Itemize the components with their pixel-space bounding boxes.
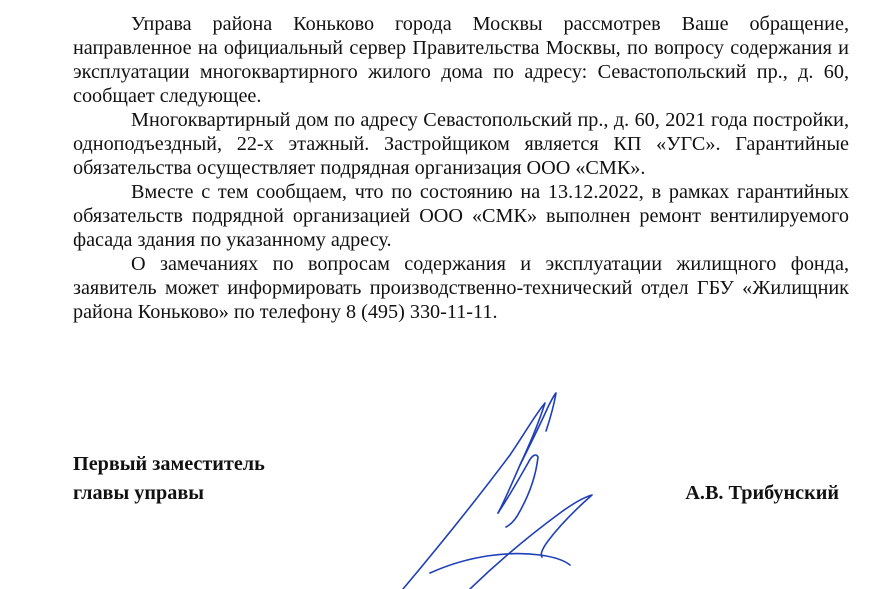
paragraph-contact-info: О замечаниях по вопросам содержания и эксплуатации жилищного фонда, заявитель может информировать производственно-технический отдел ГБУ «Жилищник района Коньково» по телефону 8 (495) 330-11-11. (73, 253, 849, 323)
signature-stroke-flourish (430, 554, 570, 573)
signature-stroke-upper (520, 393, 556, 465)
signature-stroke-tail (470, 495, 592, 589)
signature-stroke-main (403, 403, 545, 589)
signatory-position-line2: главы управы (73, 482, 204, 504)
signatory-position (73, 450, 265, 508)
letter-body (73, 12, 849, 324)
paragraph-building-info: Многоквартирный дом по адресу Севастопольский пр., д. 60, 2021 года постройки, одноподъездный, 22-х этажный. Застройщиком является КП «УГС». Гарантийные обязательства осуществляет подрядная организация ООО «СМК». (73, 109, 849, 179)
signatory-position-line1: Первый заместитель (73, 453, 265, 475)
signatory-name: А.В. Трибунский (685, 482, 839, 504)
signature-stroke-loop (498, 455, 538, 527)
paragraph-intro: Управа района Коньково города Москвы рассмотрев Ваше обращение, направленное на официальный сервер Правительства Москвы, по вопросу содержания и эксплуатации многоквартирного жилого дома по адресу: Севастопольский пр., д. 60, сообщает следующее. (73, 13, 849, 107)
handwritten-signature (370, 385, 600, 589)
paragraph-repair-status: Вместе с тем сообщаем, что по состоянию на 13.12.2022, в рамках гарантийных обязательств подрядной организацией ООО «СМК» выполнен ремонт вентилируемого фасада здания по указанному адресу. (73, 181, 849, 251)
